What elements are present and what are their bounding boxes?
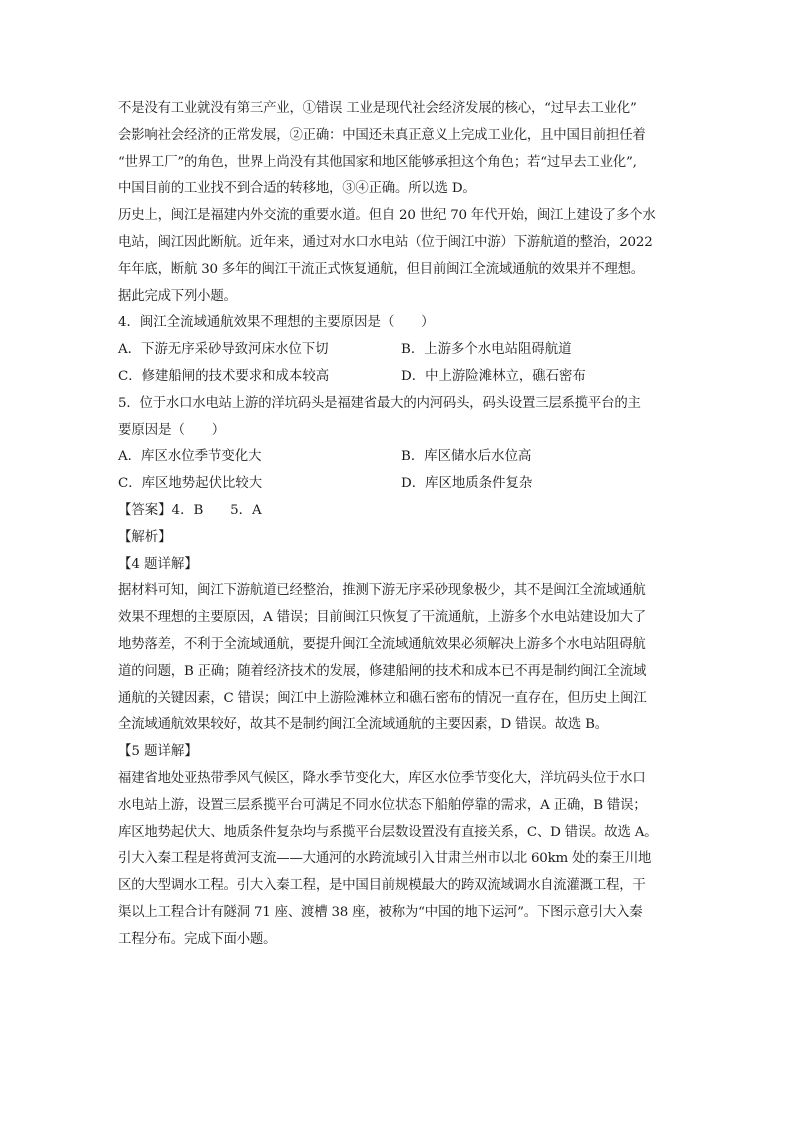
text-line: 不是没有工业就没有第三产业，①错误 工业是现代社会经济发展的核心，“过早去工业化” [118,101,637,116]
text-line: 通航的关键因素，C 错误；闽江中上游险滩林立和礁石密布的情况一直存在，但历史上闽江 [118,690,647,706]
next-material-paragraph [118,846,678,953]
question-4 [118,310,678,390]
text-line: 会影响社会经济的正常发展，②正确：中国还未真正意义上完成工业化，且中国目前担任着 [118,127,646,143]
text-line: 据材料可知，闽江下游航道已经整治，推测下游无序采砂现象极少，其不是闽江全流域通航 [118,583,646,599]
text-line: 库区地势起伏大、地质条件复杂均与系揽平台层数设置没有直接关系，C、D 错误。故选 A。 [118,824,658,840]
question-stem: 4．闽江全流域通航效果不理想的主要原因是（ ） [118,315,435,331]
option-c: C．库区地势起伏比较大 [118,476,263,492]
text-line: 道的问题，B 正确；随着经济技术的发展，修建船闸的技术和成本已不再是制约闽江全流域 [118,663,647,679]
text-line: 据此完成下列小题。 [118,288,237,304]
option-c: C．修建船闸的技术要求和成本较高 [118,368,330,384]
detail-5-text [118,766,678,846]
text-line: 地势落差，不利于全流域通航，要提升闽江全流域通航效果必须解决上游多个水电站阻碍航 [118,636,646,652]
answer-line: 【答案】4．B 5．A [118,502,262,518]
option-b: B．库区储水后水位高 [401,449,532,465]
detail-5-heading: 【5 题详解】 [118,744,198,760]
text-line: 效果不理想的主要原因，A 错误；目前闽江只恢复了干流通航，上游多个水电站建设加大了 [118,610,646,626]
text-line: 水电站上游，设置三层系揽平台可满足不同水位状态下船舶停靠的需求，A 正确，B 错误； [118,797,647,813]
options-row [118,471,678,498]
question-5 [118,391,678,498]
option-d: D．中上游险滩林立，礁石密布 [401,368,586,384]
option-d: D．库区地质条件复杂 [401,476,533,492]
material-paragraph [118,203,678,310]
analysis-heading: 【解析】 [118,529,172,545]
options-row [118,337,678,364]
text-line: 历史上，闽江是福建内外交流的重要水道。但自 20 世纪 70 年代开始，闽江上建设了多个水 [118,208,656,224]
option-a: A．库区水位季节变化大 [118,449,262,465]
detail-4-text [118,578,678,739]
option-b: B．上游多个水电站阻碍航道 [401,342,572,358]
text-line: 工程分布。完成下面小题。 [118,931,277,947]
options-row [118,364,678,391]
text-line: 电站，闽江因此断航。近年来，通过对水口水电站（位于闽江中游）下游航道的整治，2022 [118,234,653,250]
text-line: 年年底，断航 30 多年的闽江干流正式恢复通航，但目前闽江全流域通航的效果并不理想。 [118,261,644,277]
question-stem: 5．位于水口水电站上游的洋坑码头是福建省最大的内河码头，码头设置三层系揽平台的主 [118,395,641,411]
text-line: 区的大型调水工程。引大入秦工程，是中国目前规模最大的跨双流域调水自流灌溉工程，干 [118,878,646,894]
text-line: “世界工厂”的角色，世界上尚没有其他国家和地区能够承担这个角色；若“过早去工业化”, [118,154,637,170]
text-line: 引大入秦工程是将黄河支流——大通河的水跨流域引入甘肃兰州市以北 60km 处的秦王川地 [118,851,652,867]
options-row [118,444,678,471]
text-line: 全流域通航效果较好，故其不是制约闽江全流域通航的主要因素，D 错误。故选 B。 [118,717,608,733]
text-line: 中国目前的工业找不到合适的转移地，③④正确。所以选 D。 [118,181,476,197]
text-line: 福建省地处亚热带季风气候区，降水季节变化大，库区水位季节变化大，洋坑码头位于水口 [118,770,646,786]
option-a: A．下游无序采砂导致河床水位下切 [118,342,329,358]
page-content [118,96,678,954]
text-line: 渠以上工程合计有隧洞 71 座、渡槽 38 座，被称为“中国的地下运河”。下图示意引大入秦 [118,904,643,920]
previous-explanation [118,96,678,203]
question-stem: 要原因是（ ） [118,422,226,438]
detail-4-heading: 【4 题详解】 [118,556,198,572]
